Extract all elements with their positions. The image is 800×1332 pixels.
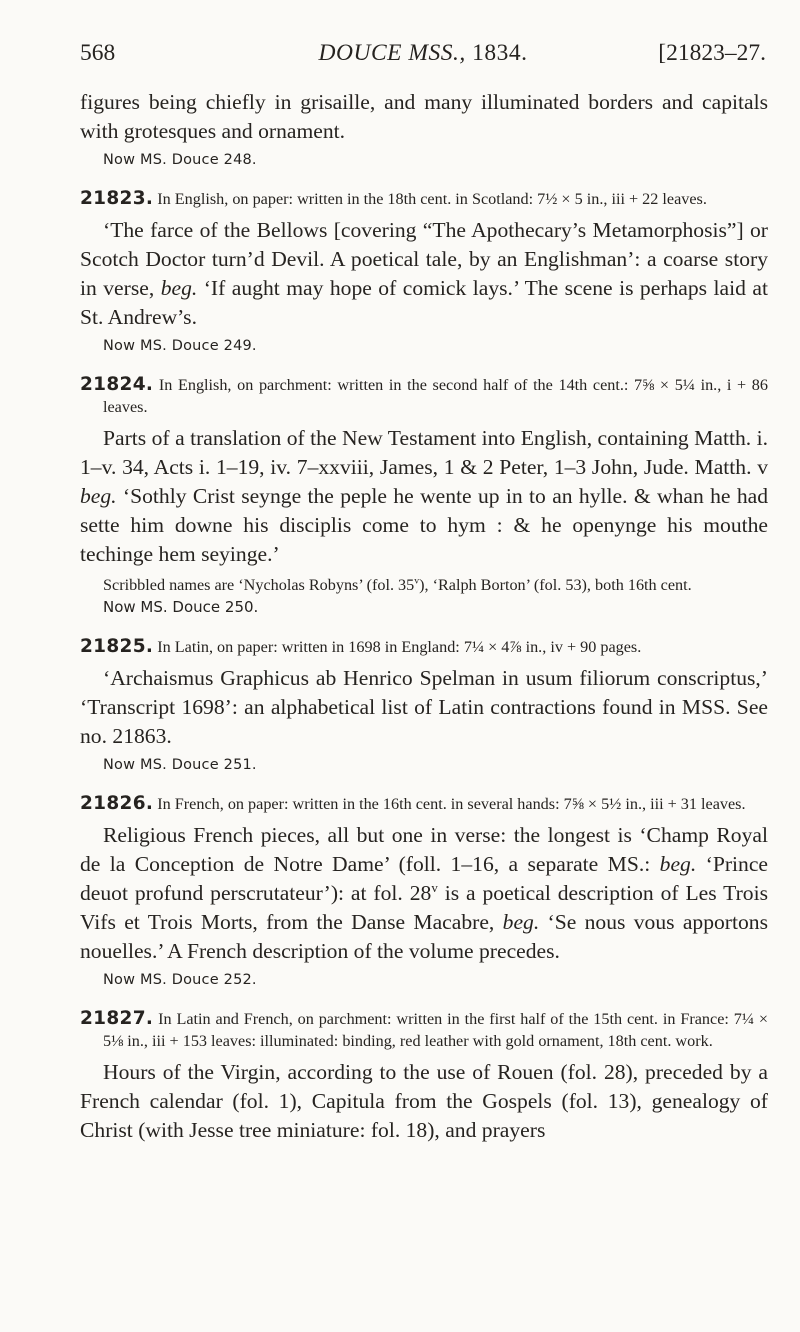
entry-physical-21823 xyxy=(80,188,768,210)
title-text: DOUCE MSS., xyxy=(318,40,466,66)
desc-text: Parts of a translation of the New Testament into English, containing Matth. i. 1–v. 34, Acts i. 1–19, iv. 7–xxviii, James, 1 & 2 Peter, 1–3 John, Jude. Matth. v xyxy=(80,426,768,479)
entry-number: 21825. xyxy=(80,636,154,657)
desc-text: is a poetical description of Les Trois Vifs et Trois Morts, from the Danse Macabre, xyxy=(80,881,768,934)
page-number: 568 xyxy=(80,40,116,66)
entry-description-21825 xyxy=(80,664,768,751)
entry-21825 xyxy=(80,636,768,775)
shelfmark-21825: Now MS. Douce 251. xyxy=(103,757,257,773)
entry-number: 21826. xyxy=(80,793,154,814)
entry-description-21827 xyxy=(80,1058,768,1145)
desc-text: ‘If aught may hope of comick lays.’ The scene is perhaps laid at St. Andrew’s. xyxy=(80,276,768,329)
desc-beg: beg. xyxy=(160,276,198,300)
entry-number: 21827. xyxy=(80,1008,154,1029)
note-text: Scribbled names are ‘Nycholas Robyns’ (fol. 35 xyxy=(103,576,415,594)
shelfmark-21824: Now MS. Douce 250. xyxy=(103,598,259,616)
continuation-shelfmark: Now MS. Douce 248. xyxy=(103,152,257,168)
physical-description: In Latin, on paper: written in 1698 in England: 7¼ × 4⅞ in., iv + 90 pages. xyxy=(157,638,642,656)
entry-range: [21823–27. xyxy=(658,40,766,66)
entry-physical-21824 xyxy=(80,374,768,418)
verso-mark: v xyxy=(431,879,438,895)
physical-description: In English, on parchment: written in the second half of the 14th cent.: 7⅝ × 5¼ in., i + 86 leaves. xyxy=(103,376,768,416)
page-body xyxy=(80,88,768,1145)
desc-beg: beg. xyxy=(80,484,117,508)
physical-description: In Latin and French, on parchment: written in the first half of the 15th cent. in France: 7¼ × 5⅛ in., iii + 153 leaves: illuminated: binding, red leather with gold ornament, 18th cent. work. xyxy=(103,1010,769,1050)
desc-text: ‘Se nous vous apportons nouelles.’ A French description of the volume precedes. xyxy=(80,910,768,963)
note-21824 xyxy=(103,575,768,596)
entry-21827 xyxy=(80,1008,768,1145)
physical-description: In English, on paper: written in the 18th cent. in Scotland: 7½ × 5 in., iii + 22 leaves. xyxy=(157,190,707,208)
desc-text: ‘Prince deuot profund perscrutateur’): at fol. 28 xyxy=(80,852,768,905)
running-header xyxy=(80,40,766,76)
physical-description: In French, on paper: written in the 16th cent. in several hands: 7⅝ × 5½ in., iii + 31 leaves. xyxy=(157,795,746,813)
shelfmark-21826: Now MS. Douce 252. xyxy=(103,972,257,988)
desc-beg: beg. xyxy=(502,910,540,934)
entry-description-21826 xyxy=(80,821,768,966)
entry-physical-21827 xyxy=(80,1008,768,1052)
note-text: ), ‘Ralph Borton’ (fol. 53), both 16th cent. xyxy=(419,576,692,594)
desc-text: ‘The farce of the Bellows [covering “The Apothecary’s Metamorphosis”] or Scotch Doctor turn’d Devil. A poetical tale, by an Englishman’: a coarse story in verse, xyxy=(80,218,768,300)
entry-21824 xyxy=(80,374,768,618)
entry-physical-21825 xyxy=(80,636,768,658)
desc-text: Hours of the Virgin, according to the use of Rouen (fol. 28), preceded by a French calendar (fol. 1), Capitula from the Gospels (fol. 13), genealogy of Christ (with Jesse tree miniature: fol. 18), and prayers xyxy=(80,1060,768,1142)
desc-text: ‘Archaismus Graphicus ab Henrico Spelman in usum filiorum conscriptus,’ ‘Transcript 1698’: an alphabetical list of Latin contractions found in MSS. See no. 21863. xyxy=(80,666,768,748)
title-year: 1834. xyxy=(472,40,528,66)
entry-physical-21826 xyxy=(80,793,768,815)
desc-text: ‘Sothly Crist seynge the peple he wente up in to an hylle. & whan he had sette him downe his disciplis come to hym : & he openynge his mouthe techinge hem seyinge.’ xyxy=(80,484,768,566)
entry-description-21824 xyxy=(80,424,768,569)
desc-beg: beg. xyxy=(659,852,697,876)
desc-text: Religious French pieces, all but one in verse: the longest is ‘Champ Royal de la Conception de Notre Dame’ (foll. 1–16, a separate MS.: xyxy=(80,823,768,876)
entry-number: 21823. xyxy=(80,188,154,209)
entry-21826 xyxy=(80,793,768,990)
continuation-text: figures being chiefly in grisaille, and many illuminated borders and capitals with grotesques and ornament. xyxy=(80,90,768,143)
entry-description-21823 xyxy=(80,216,768,332)
entry-number: 21824. xyxy=(80,374,154,395)
entry-21823 xyxy=(80,188,768,356)
verso-mark: v xyxy=(414,575,420,587)
shelfmark-21823: Now MS. Douce 249. xyxy=(103,338,257,354)
